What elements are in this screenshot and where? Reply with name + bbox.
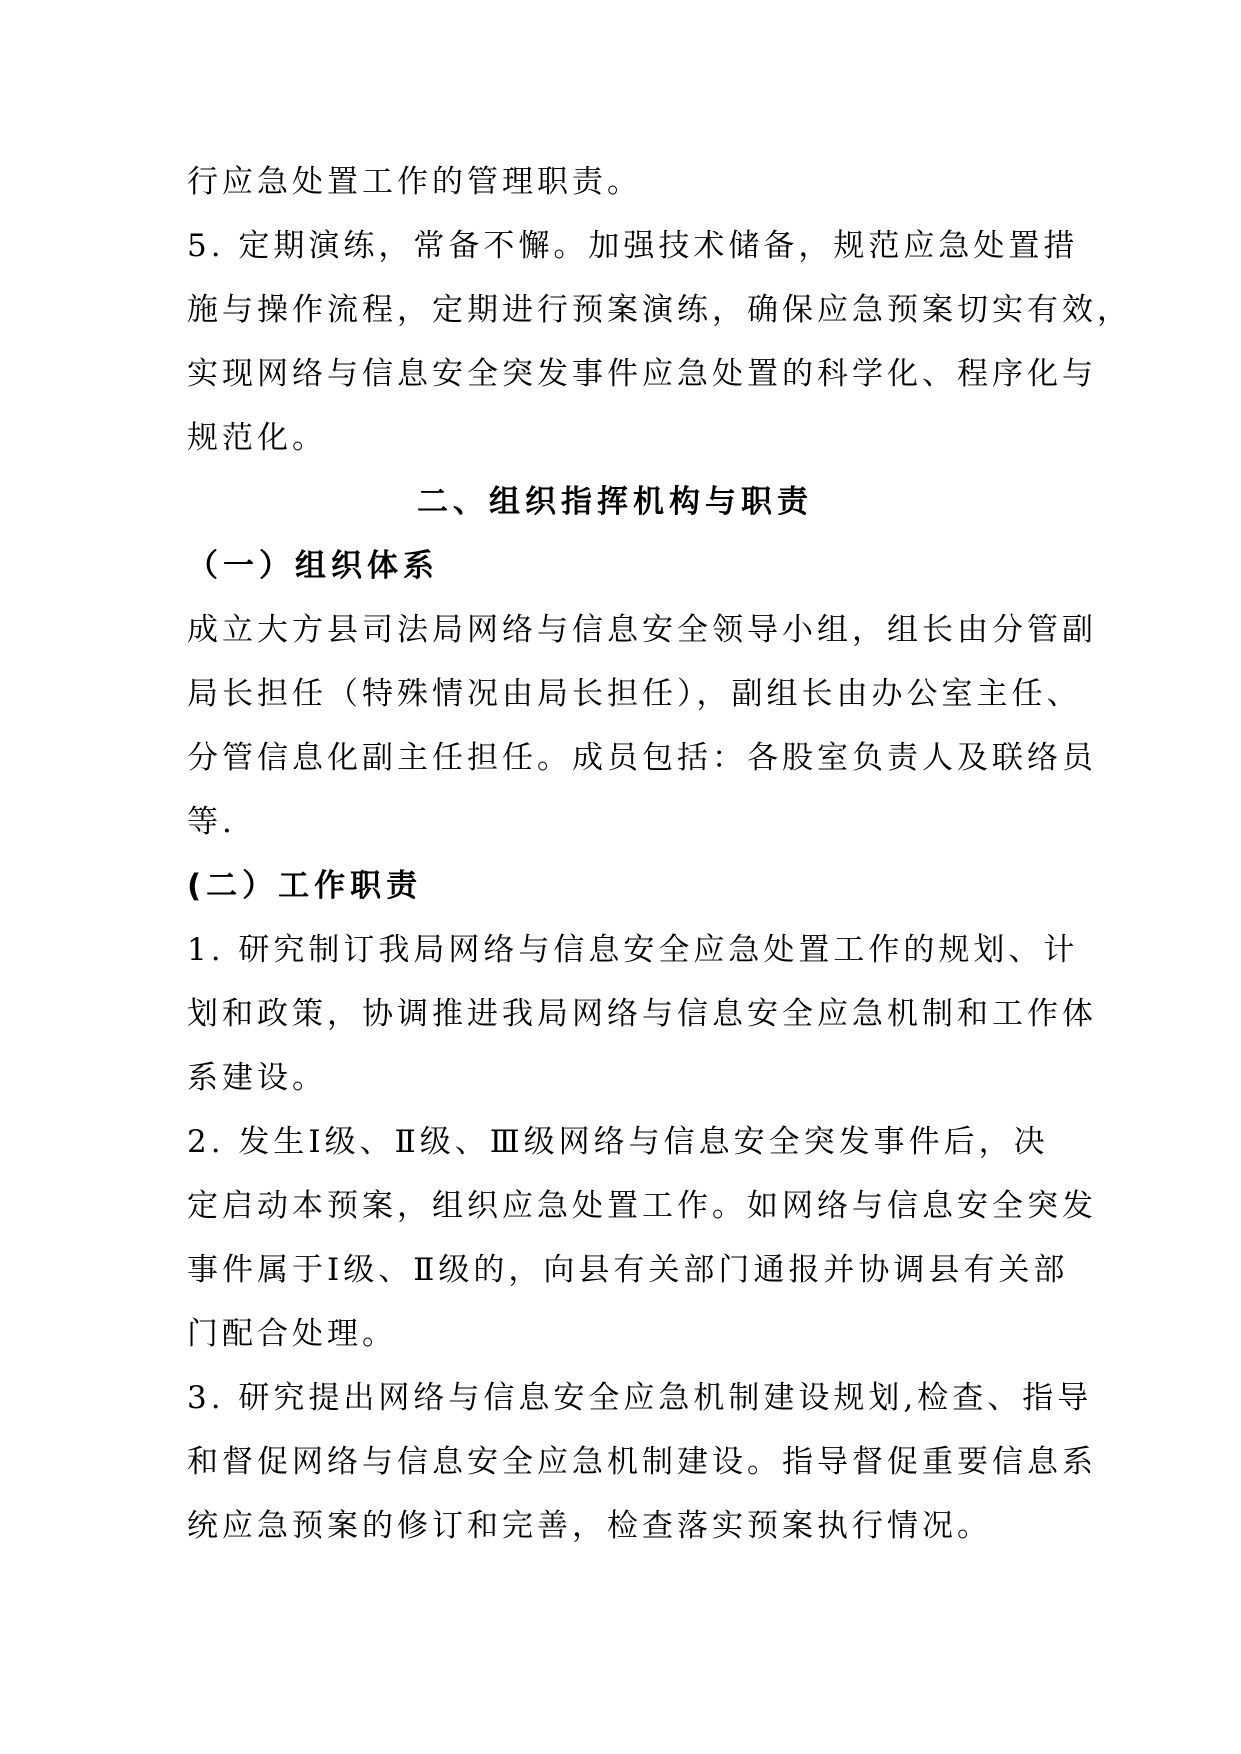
paragraph-line: 等. <box>187 804 236 840</box>
subsection-heading: (二）工作职责 <box>187 868 423 904</box>
paragraph-line: 统应急预案的修订和完善，检查落实预案执行情况。 <box>187 1508 992 1544</box>
subsection-heading: （一）组织体系 <box>187 548 439 584</box>
paragraph-line: 划和政策，协调推进我局网络与信息安全应急机制和工作体 <box>187 996 1097 1032</box>
paragraph-line: 分管信息化副主任担任。成员包括：各股室负责人及联络员 <box>187 740 1097 776</box>
paragraph-line: 施与操作流程，定期进行预案演练，确保应急预案切实有效， <box>187 292 1132 328</box>
paragraph-line: 实现网络与信息安全突发事件应急处置的科学化、程序化与 <box>187 356 1097 392</box>
paragraph-line: 定启动本预案，组织应急处置工作。如网络与信息安全突发 <box>187 1188 1097 1224</box>
section-heading: 二、组织指挥机构与职责 <box>417 484 813 520</box>
paragraph-line: 5. 定期演练，常备不懈。加强技术储备，规范应急处置措 <box>187 228 1079 264</box>
paragraph-line: 系建设。 <box>187 1060 327 1096</box>
paragraph-line: 局长担任（特殊情况由局长担任），副组长由办公室主任、 <box>187 676 1082 712</box>
paragraph-line: 和督促网络与信息安全应急机制建设。指导督促重要信息系 <box>187 1444 1097 1480</box>
paragraph-line: 2. 发生Ⅰ级、Ⅱ级、Ⅲ级网络与信息安全突发事件后，决 <box>187 1124 1049 1160</box>
paragraph-line: 成立大方县司法局网络与信息安全领导小组，组长由分管副 <box>187 612 1097 648</box>
document-body <box>187 150 1132 1558</box>
paragraph-line: 1. 研究制订我局网络与信息安全应急处置工作的规划、计 <box>187 932 1079 968</box>
paragraph-line: 门配合处理。 <box>187 1316 397 1352</box>
paragraph-line: 事件属于Ⅰ级、Ⅱ级的，向县有关部门通报并协调县有关部 <box>187 1252 1069 1288</box>
paragraph-line: 3. 研究提出网络与信息安全应急机制建设规划,检查、指导 <box>187 1380 1093 1416</box>
paragraph-line: 规范化。 <box>187 420 327 456</box>
paragraph-line: 行应急处置工作的管理职责。 <box>187 164 642 200</box>
